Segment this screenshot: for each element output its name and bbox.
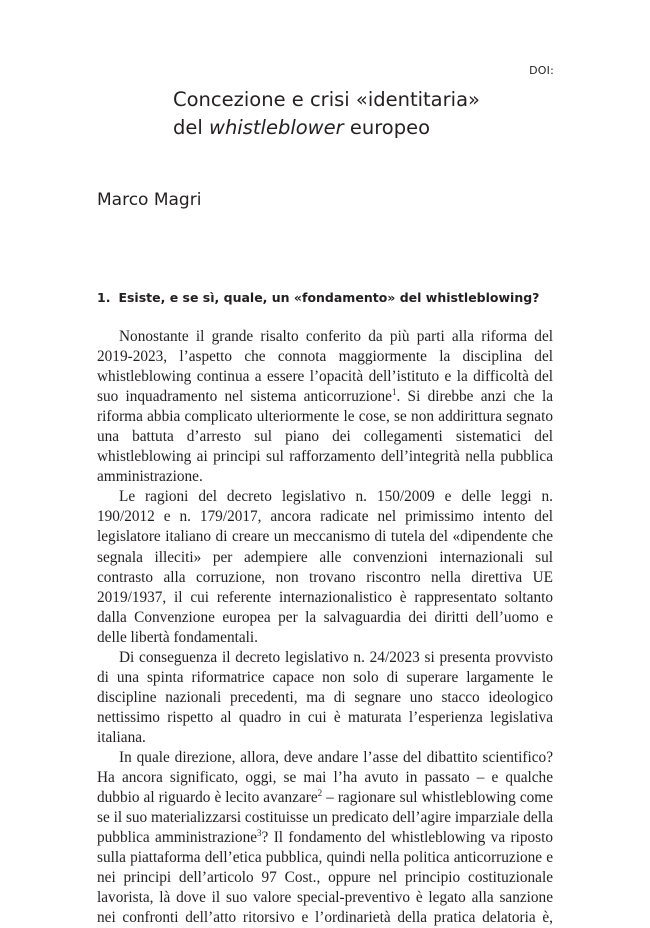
article-title (173, 86, 573, 142)
article-body (97, 327, 553, 928)
paragraph-4 (97, 748, 553, 928)
paragraph-1 (97, 327, 553, 487)
paragraph-4-text-a: In quale direzione, allora, deve andare l’asse del dibattito scientifico? Ha ancora significato, oggi, se mai l’ha avuto in passato – e qualche dubbio al riguardo è lecito avanzare (97, 748, 553, 807)
paragraph-1-text-b: . Si direbbe anzi che la riforma abbia complicato ulteriormente le cose, se non addirittura segnato una battuta d’arresto sul piano dei collegamenti sistematici del whistleblowing ai principi sul rafforzamento dell’integrità nella pubblica amministrazione. (97, 388, 553, 486)
paragraph-2: Le ragioni del decreto legislativo n. 150/2009 e delle leggi n. 190/2012 e n. 179/2017, ancora radicate nel primissimo intento del legislatore italiano di creare un meccanismo di tutela del «dipendente che segnala illeciti» per adempiere alle convenzioni internazionali sul contrasto alla corruzione, non trovano riscontro nella direttiva UE 2019/1937, il cui referente internazionalistico è rappresentato soltanto dalla Convenzione europea per la salvaguardia dei diritti dell’uomo e delle libertà fondamentali. (97, 488, 553, 646)
section-heading (97, 290, 557, 305)
title-suffix: europeo (343, 116, 431, 139)
title-line-1: Concezione e crisi «identitaria» (173, 88, 480, 111)
paragraph-4-text-b: – ragionare sul whistleblowing come se il suo materializzarsi costituisse un predicato dell’agire imparziale della pubblica amministrazione (97, 789, 553, 847)
section-title: Esiste, e se sì, quale, un «fondamento» del whistleblowing? (118, 290, 540, 305)
doi-label: DOI: (529, 64, 554, 77)
footnote-ref-2[interactable]: 2 (317, 788, 323, 799)
author-name: Marco Magri (97, 190, 202, 210)
title-line-2 (173, 114, 573, 142)
title-prefix: del (173, 116, 209, 139)
paragraph-1-text-a: Nonostante il grande risalto conferito da più parti alla riforma del 2019-2023, l’aspetto che connota maggiormente la disciplina del whistleblowing continua a essere l’opacità dell’istituto e la difficoltà del suo inquadramento nel sistema anticorruzione (97, 328, 553, 406)
title-italic-term: whistleblower (209, 116, 344, 139)
footnote-ref-1[interactable]: 1 (391, 387, 397, 398)
footnote-ref-3[interactable]: 3 (257, 828, 262, 839)
paragraph-4-text-c: ? Il fondamento del whistleblowing va riposto sulla piattaforma dell’etica pubblica, quindi nella politica anticorruzione e nei principi dell’articolo 97 Cost., oppure nel principio costituzionale lavorista, là dove il suo valore special-preventivo è legato alla sanzione nei confronti dell’atto ritorsivo e l’ordinarietà della pratica delatoria è, (97, 829, 553, 927)
section-number: 1. (97, 290, 111, 305)
paragraph-3: Di conseguenza il decreto legislativo n. 24/2023 si presenta provvisto di una spinta riformatrice capace non solo di superare largamente le discipline nazionali precedenti, ma di segnare uno stacco ideologico nettissimo rispetto al quadro in cui è maturata l’esperienza legislativa italiana. (97, 648, 553, 746)
